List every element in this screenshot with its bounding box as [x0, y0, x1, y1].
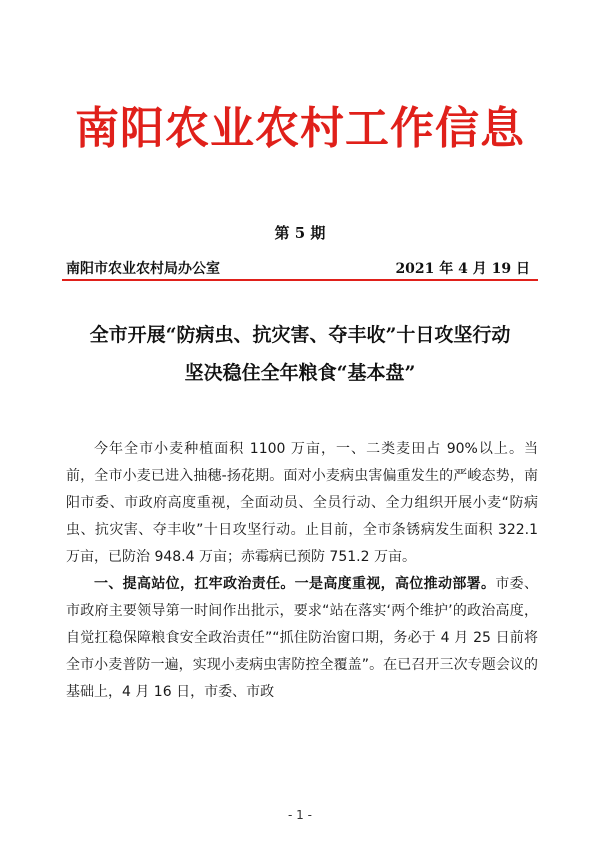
red-divider — [62, 279, 538, 281]
paragraph-2 — [66, 571, 538, 706]
issue-date: 2021 年 4 月 19 日 — [395, 261, 530, 277]
page-number: - 1 - — [288, 808, 312, 822]
paragraph-2-lead: 一、提高站位，扛牢政治责任。一是高度重视，高位推动部署。 — [94, 576, 496, 592]
paragraph-2-text: 市委、市政府主要领导第一时间作出批示，要求“站在落实‘两个维护’的政治高度，自觉扛稳保障粮食安全政治责任”“抓住防治窗口期，务必于 4 月 25 日前将全市小麦普防一遍，实现小麦病虫害防控全覆盖”。在已召开三次专题会议的基础上，4 月 16 日，市委、市政 — [66, 576, 539, 700]
headline-line-2: 坚决稳住全年粮食“基本盘” — [184, 362, 416, 384]
issuing-office: 南阳市农业农村局办公室 — [66, 261, 220, 277]
paragraph-1: 今年全市小麦种植面积 1100 万亩，一、二类麦田占 90%以上。当前，全市小麦已进入抽穗-扬花期。面对小麦病虫害偏重发生的严峻态势，南阳市委、市政府高度重视，全面动员、全员行动、全力组织开展小麦“防病虫、抗灾害、夺丰收”十日攻坚行动。止目前，全市条锈病发生面积 322.1 万亩，已防治 948.4 万亩；赤霉病已预防 751.2 万亩。 — [66, 441, 538, 565]
issue-number: 第 5 期 — [274, 224, 326, 242]
article-body — [66, 436, 538, 706]
headline-line-1: 全市开展“防病虫、抗灾害、夺丰收”十日攻坚行动 — [89, 324, 511, 346]
masthead-title: 南阳农业农村工作信息 — [75, 103, 525, 154]
meta-row — [66, 258, 536, 278]
